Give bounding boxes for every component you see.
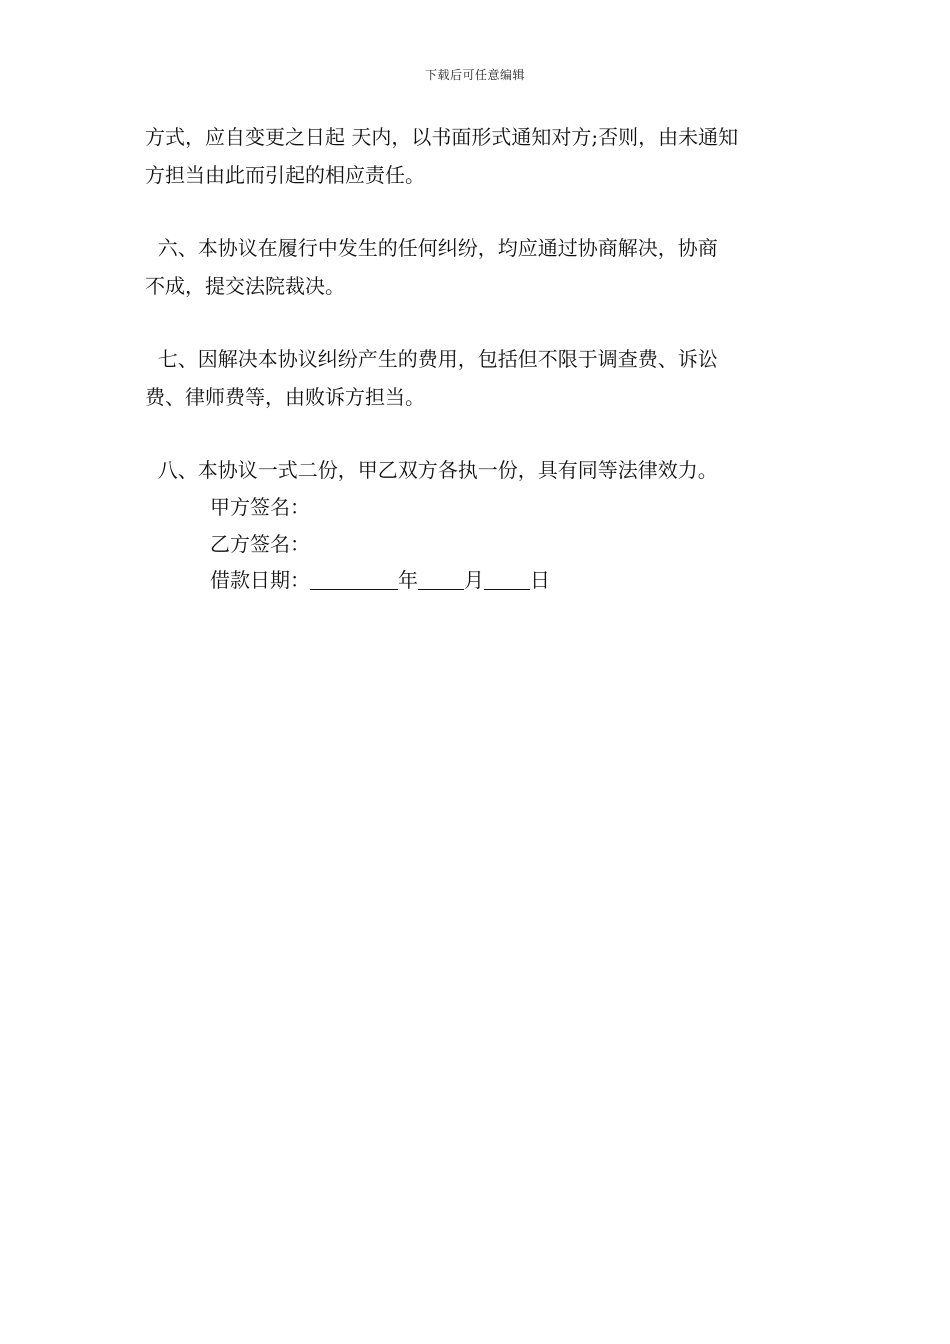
paragraph-line: 方式，应自变更之日起 天内，以书面形式通知对方;否则，由未通知 bbox=[145, 125, 739, 149]
month-label: 月 bbox=[464, 568, 484, 592]
paragraph-line: 八、本协议一式二份，甲乙双方各执一份，具有同等法律效力。 bbox=[145, 458, 718, 482]
paragraph-line: 六、本协议在履行中发生的任何纠纷，均应通过协商解决，协商 bbox=[145, 236, 718, 260]
paragraph-line: 费、律师费等，由败诉方担当。 bbox=[145, 385, 425, 409]
party-b-signature: 乙方签名： bbox=[210, 532, 310, 556]
paragraph-clause-eight bbox=[145, 451, 807, 489]
year-label: 年 bbox=[398, 568, 418, 592]
paragraph-clause-six bbox=[145, 229, 807, 305]
day-blank bbox=[484, 567, 530, 590]
paragraph-line: 不成，提交法院裁决。 bbox=[145, 274, 345, 298]
party-a-signature: 甲方签名： bbox=[210, 495, 310, 519]
month-blank bbox=[418, 567, 464, 590]
day-label: 日 bbox=[530, 568, 550, 592]
loan-date-label: 借款日期： bbox=[210, 568, 310, 592]
paragraph-clause-seven bbox=[145, 340, 807, 416]
year-blank bbox=[310, 567, 398, 590]
paragraph-line: 七、因解决本协议纠纷产生的费用，包括但不限于调查费、诉讼 bbox=[145, 347, 718, 371]
page-header: 下载后可任意编辑 bbox=[424, 68, 525, 82]
loan-date-line bbox=[210, 562, 550, 598]
paragraph-notice-change bbox=[145, 118, 807, 194]
paragraph-line: 方担当由此而引起的相应责任。 bbox=[145, 163, 425, 187]
